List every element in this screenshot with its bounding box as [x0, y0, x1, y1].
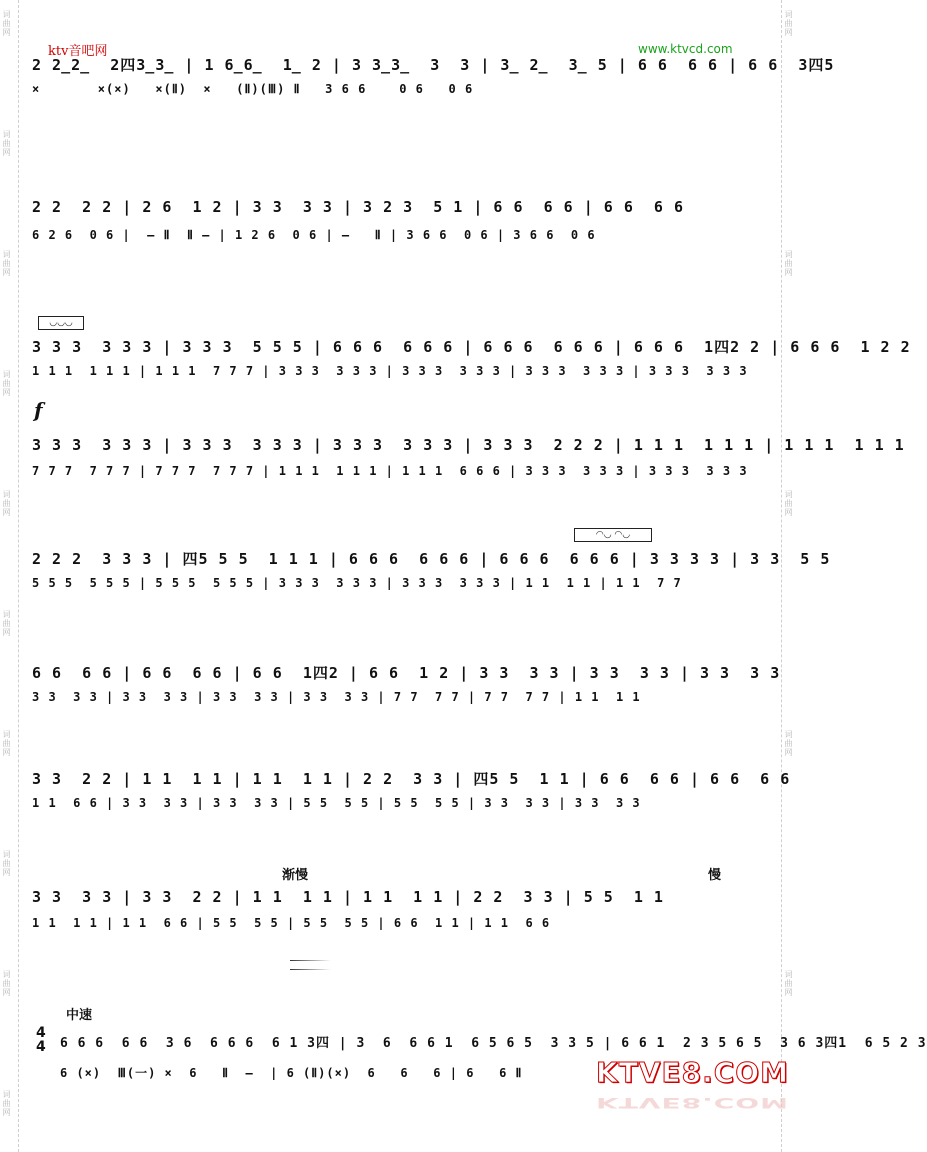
score-row-6: [32, 660, 781, 720]
margin-watermark: 词曲网: [784, 490, 793, 517]
upper-staff: 6 6 6 6 | 6 6 6 6 | 6 6 1四2 | 6 6 1 2 | 3 3 3 3 | 3 3 3 3 | 3 3 3 3: [32, 664, 781, 682]
score-row-3: [32, 334, 911, 394]
margin-watermark: 词曲网: [784, 970, 793, 997]
score-row-4: [32, 434, 905, 494]
lower-staff: 5 5 5 5 5 5 | 5 5 5 5 5 5 | 3 3 3 3 3 3 | 3 3 3 3 3 3 | 1 1 1 1 | 1 1 7 7: [32, 576, 682, 590]
lower-staff: 7 7 7 7 7 7 | 7 7 7 7 7 7 | 1 1 1 1 1 1 | 1 1 1 6 6 6 | 3 3 3 3 3 3 | 3 3 3 3 3 3: [32, 464, 748, 478]
tempo-gradually-slower: 渐慢: [282, 868, 309, 883]
tempo-medium-fast: 中速: [66, 1008, 93, 1023]
site-logo-reflection: KTVE8.COM: [596, 1094, 789, 1111]
upper-staff: 3 3 2 2 | 1 1 1 1 | 1 1 1 1 | 2 2 3 3 | 四5 5 1 1 | 6 6 6 6 | 6 6 6 6: [32, 770, 791, 788]
watermark-top-left: ktv音吧网: [48, 44, 108, 59]
score-row-8: [32, 886, 772, 956]
margin-watermark: 词曲网: [2, 730, 11, 757]
time-signature-top: 4: [36, 1025, 46, 1041]
margin-watermark: 词曲网: [784, 10, 793, 37]
lower-staff: 6 2 6 0 6 | — Ⅱ Ⅱ — | 1 2 6 0 6 | — Ⅱ | 3 6 6 0 6 | 3 6 6 0 6: [32, 228, 596, 242]
margin-watermark: 词曲网: [2, 490, 11, 517]
upper-staff: 2 2̲2̲ 2四3̲3̲ | 1 6̲6̲ 1̲ 2 | 3 3̲3̲ 3 3 | 3̲ 2̲ 3̲ 5 | 6 6 6 6 | 6 6 3四5: [32, 56, 835, 74]
bowing-box: ◠◡ ◠◡: [574, 528, 652, 542]
watermark-top-right: www.ktvcd.com: [638, 42, 733, 56]
right-margin: [781, 0, 800, 1152]
time-signature: [36, 1026, 46, 1054]
margin-watermark: 词曲网: [2, 610, 11, 637]
lower-staff: 3 3 3 3 | 3 3 3 3 | 3 3 3 3 | 3 3 3 3 | 7 7 7 7 | 7 7 7 7 | 1 1 1 1: [32, 690, 641, 704]
time-signature-bottom: 4: [36, 1039, 46, 1055]
dynamic-forte: f: [34, 398, 43, 422]
margin-watermark: 词曲网: [2, 970, 11, 997]
tempo-slow: 慢: [708, 868, 722, 883]
lower-staff: 1 1 1 1 | 1 1 6 6 | 5 5 5 5 | 5 5 5 5 | 6 6 1 1 | 1 1 6 6: [32, 916, 551, 930]
diminuendo-hairpin: [290, 960, 490, 970]
left-margin: [0, 0, 19, 1152]
upper-staff: 2 2 2 2 | 2 6 1 2 | 3 3 3 3 | 3 2 3 5 1 | 6 6 6 6 | 6 6 6 6: [32, 198, 684, 216]
upper-staff: 3 3 3 3 | 3 3 2 2 | 1 1 1 1 | 1 1 1 1 | 2 2 3 3 | 5 5 1 1: [32, 888, 664, 906]
upper-staff: 3 3 3 3 3 3 | 3 3 3 3 3 3 | 3 3 3 3 3 3 | 3 3 3 2 2 2 | 1 1 1 1 1 1 | 1 1 1 1 1 1: [32, 436, 905, 454]
margin-watermark: 词曲网: [2, 1090, 11, 1117]
bowing-box: ◡◡◡: [38, 316, 84, 330]
upper-staff: 6 6 6 6 6 3 6 6 6 6 6 1 3四 | 3 6 6 6 1 6 5 6 5 3 3 5 | 6 6 1 2 3 5 6 5 3 6 3四1 6 5 2 3: [60, 1036, 927, 1051]
margin-watermark: 词曲网: [2, 130, 11, 157]
margin-watermark: 词曲网: [2, 250, 11, 277]
lower-staff: 1 1 1 1 1 1 | 1 1 1 7 7 7 | 3 3 3 3 3 3 | 3 3 3 3 3 3 | 3 3 3 3 3 3 | 3 3 3 3 3 3: [32, 364, 748, 378]
margin-watermark: 词曲网: [784, 730, 793, 757]
lower-staff: 1 1 6 6 | 3 3 3 3 | 3 3 3 3 | 5 5 5 5 | 5 5 5 5 | 3 3 3 3 | 3 3 3 3: [32, 796, 641, 810]
margin-watermark: 词曲网: [2, 370, 11, 397]
site-logo: KTVE8.COM: [596, 1056, 789, 1089]
margin-watermark: 词曲网: [784, 250, 793, 277]
margin-watermark: 词曲网: [2, 10, 11, 37]
upper-staff: 2 2 2 3 3 3 | 四5 5 5 1 1 1 | 6 6 6 6 6 6 | 6 6 6 6 6 6 | 3 3 3 3 | 3 3 5 5: [32, 550, 831, 568]
lower-staff: × ×(×) ×(Ⅱ) × (Ⅱ)(Ⅲ) Ⅱ 3 6 6 0 6 0 6: [32, 82, 474, 96]
score-row-5: [32, 546, 831, 626]
margin-watermark: 词曲网: [2, 850, 11, 877]
score-row-1: [32, 52, 835, 162]
upper-staff: 3 3 3 3 3 3 | 3 3 3 5 5 5 | 6 6 6 6 6 6 | 6 6 6 6 6 6 | 6 6 6 1四2 2 | 6 6 6 1 2 2: [32, 338, 911, 356]
score-row-7: [32, 766, 791, 826]
score-row-2: [32, 196, 772, 276]
lower-staff: 6 (×) Ⅲ(一) × 6 Ⅱ — | 6 (Ⅱ)(×) 6 6 6 | 6 6 Ⅱ: [60, 1066, 523, 1080]
